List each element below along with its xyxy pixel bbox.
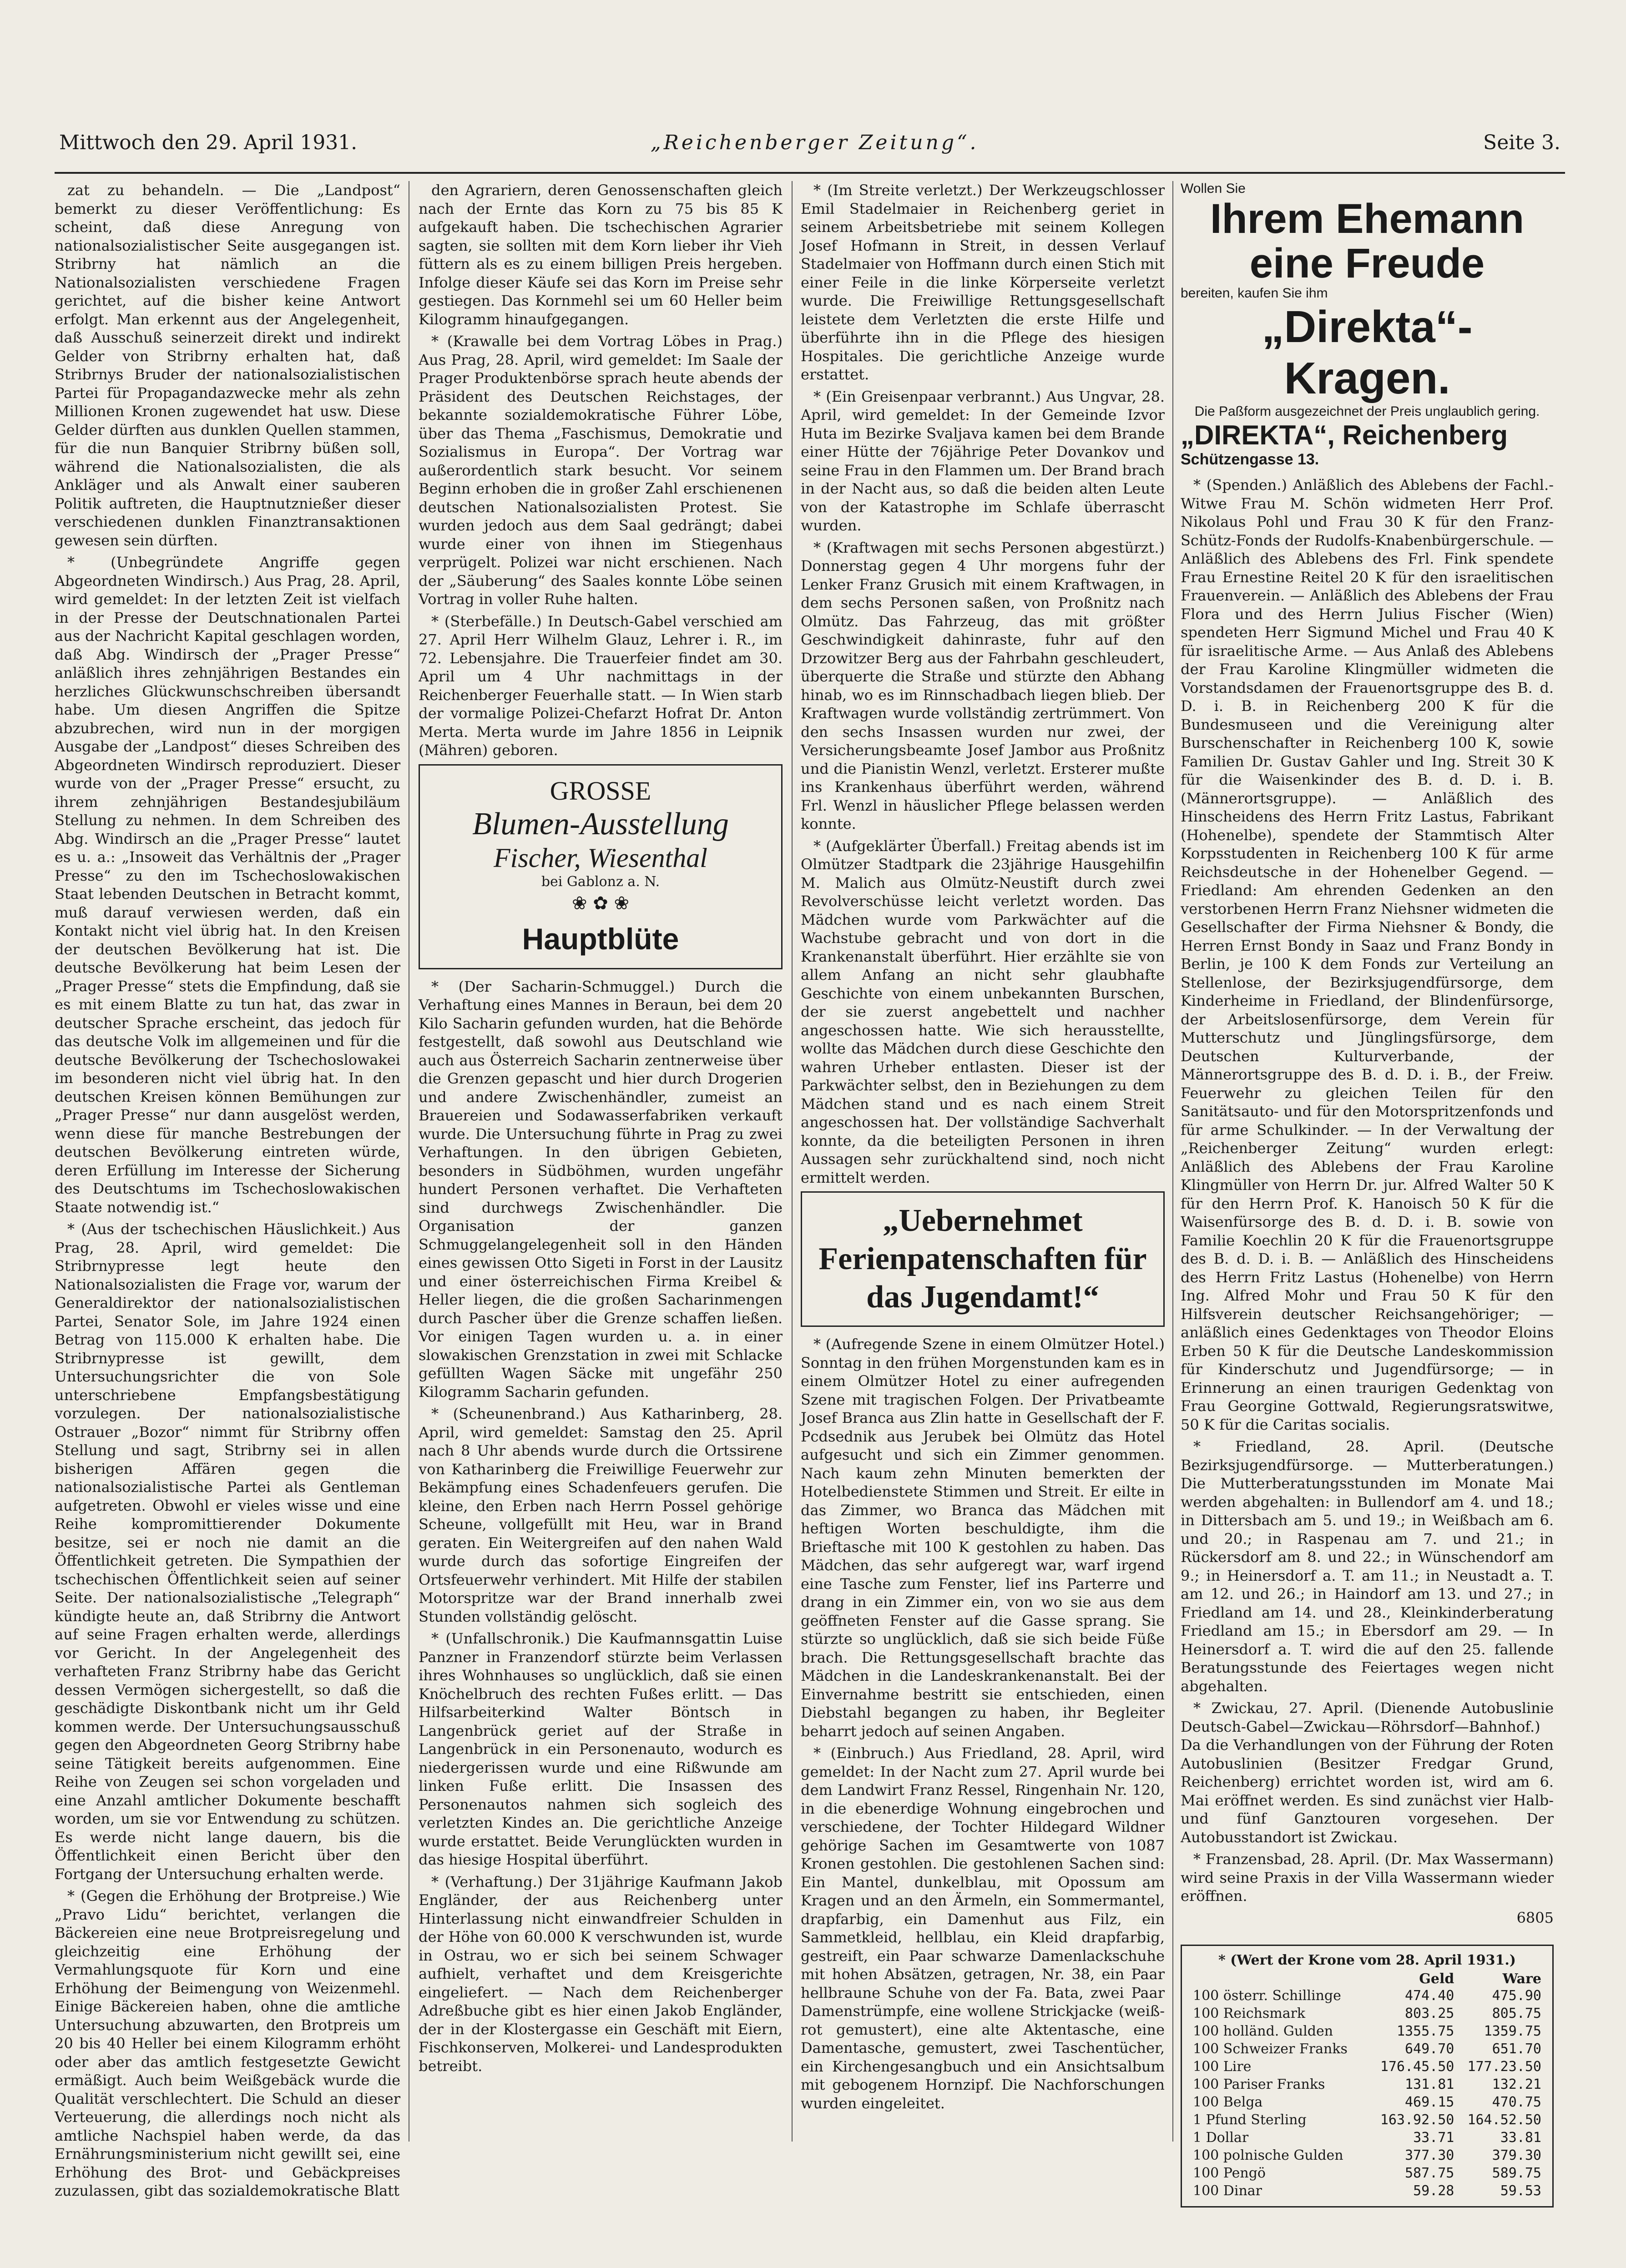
rate-ware: 1359.75 bbox=[1484, 2023, 1541, 2039]
rate-geld: 377.30 bbox=[1405, 2147, 1454, 2163]
article: * (Unfallschronik.) Die Kaufmannsgattin Luise Panzner in Franzendorf stürzte beim Verlassen ihres Wohnhauses so unglücklich, daß sie einen Knöchelbruch des rechten Fußes erlitt. — Das Hilfsarbeiterkind Walter Böntsch in Langenbrück geriet auf der Straße in Langenbrück in ein Personenauto, wodurch es niedergerissen wurde und eine Rißwunde am linken Fuße erlitt. Die Insassen des Personenautos nahmen sich sogleich des verletzten Kindes an. Die gerichtliche Anzeige wurde erstattet. Beide Verunglückten wurden in das hiesige Hospital überführt. bbox=[419, 1630, 783, 1868]
article: * (Einbruch.) Aus Friedland, 28. April, wird gemeldet: In der Nacht zum 27. April wurde bei dem Landwirt Franz Ressel, Ringenhain Nr. 120, in die ebenerdige Wohnung eingebrochen und verschiedene, der Tochter Hildegard Wildner gehörige Sachen im Gesamtwerte von 1087 Kronen gestohlen. Die gestohlenen Sachen sind: Ein Mantel, dunkelblau, mit Opossum am Kragen und an den Ärmeln, ein Sommermantel, drapfarbig, ein Damenhut aus Filz, ein Sammetkleid, hellblau, ein Kleid drapfarbig, gestreift, ein Paar schwarze Damenlackschuhe mit hohen Absätzen, getragen, Nr. 38, ein Paar hellbraune Schuhe von der Fa. Bata, zwei Paar Damenstrümpfe, eine wollene Strickjacke (weiß-rot gemustert), eine alte Aktentasche, eine Damentasche, gemustert, zwei Taschentücher, ein Kirchengesangbuch und ein Ansichtsalbum mit gebogenem Hornzipf. Die Nachforschungen wurden eingeleitet. bbox=[801, 1744, 1165, 2112]
rate-name: 100 Pariser Franks bbox=[1193, 2076, 1325, 2092]
rate-geld: 1355.75 bbox=[1396, 2023, 1454, 2039]
rate-ware: 475.90 bbox=[1492, 1987, 1541, 2004]
article: den Agrariern, deren Genossenschaften gleich nach der Ernte das Korn zu 75 bis 85 K aufgekauft haben. Die tschechischen Agrarier sagten, sie sollten mit dem Korn lieber ihr Vieh füttern als es zu einem billigen Preis hergeben. Infolge dieser Käufe sei das Korn im Preise sehr gestiegen. Das Kornmehl sei um 60 Heller beim Kilogramm hinaufgegangen. bbox=[419, 181, 783, 328]
ad-line: bereiten, kaufen Sie ihm bbox=[1181, 286, 1328, 301]
article: * Franzensbad, 28. April. (Dr. Max Wassermann) wird seine Praxis in der Villa Wassermann wieder eröffnen. bbox=[1181, 1850, 1554, 1905]
rate-ware: 379.30 bbox=[1492, 2147, 1541, 2163]
article: * (Krawalle bei dem Vortrag Löbes in Prag.) Aus Prag, 28. April, wird gemeldet: Im Saale der Prager Produktenbörse sprach heute abends der Präsident des Deutschen Reichstages, der bekannte sozialdemokratische Führer Löbe, über das Thema „Faschismus, Demokratie und Sozialismus in Europa“. Der Vortrag war außerordentlich stark besucht. Vor seinem Beginn erhoben die in großer Zahl erschienenen deutschen Nationalsozialisten Protest. Sie wurden jedoch aus dem Saal gedrängt; dabei wurde einer von ihnen im Stiegenhaus verprügelt. Polizei war nicht erschienen. Nach der „Säuberung“ des Saales konnte Löbe seinen Vortrag in voller Ruhe halten. bbox=[419, 333, 783, 608]
rate-ware: 805.75 bbox=[1492, 2005, 1541, 2021]
rates-title: * (Wert der Krone vom 28. April 1931.) bbox=[1218, 1952, 1516, 1968]
rate-ware: 470.75 bbox=[1492, 2094, 1541, 2110]
ad-code: 6805 bbox=[1516, 1909, 1554, 1926]
rate-row bbox=[1191, 2040, 1543, 2058]
ad-line: Blumen-Ausstellung bbox=[472, 806, 729, 842]
rate-name: 100 holländ. Gulden bbox=[1193, 2023, 1333, 2039]
rate-row bbox=[1191, 2076, 1543, 2093]
rate-geld: 803.25 bbox=[1405, 2005, 1454, 2021]
header-rule bbox=[55, 172, 1565, 174]
column-divider bbox=[1172, 181, 1173, 2142]
rate-ware: 589.75 bbox=[1492, 2165, 1541, 2181]
ferienpaten-box bbox=[801, 1191, 1165, 1327]
column-4 bbox=[1181, 181, 1554, 2208]
header-title: „Reichenberger Zeitung“. bbox=[651, 131, 979, 154]
rate-name: 100 Lire bbox=[1193, 2058, 1252, 2075]
ad-line: „DIREKTA“, Reichenberg bbox=[1181, 420, 1508, 450]
article: * (Aufgeklärter Überfall.) Freitag abends ist im Olmützer Stadtpark die 23jährige Hausgehilfin M. Malich aus Olmütz-Neustift durch zwei Revolverschüsse leicht verletzt worden. Das Mädchen wurde vom Parkwächter auf die Wachstube gebracht und von dort in die Krankenanstalt überführt. Hier erzählte sie von allem Anfang an nicht sehr glaubhafte Geschichte von einem unbekannten Burschen, der sie zuerst angebettelt und nachher angeschossen hatte. Wie sich herausstellte, wollte das Mädchen durch diese Geschichte den wahren Urheber entlasten. Dieser ist der Parkwächter selbst, den in Beziehungen zu dem Mädchen stand und es nach einem Streit angeschossen hat. Der vollständige Sachverhalt konnte, da die beteiligten Personen in ihren Aussagen sehr zurückhaltend sind, noch nicht ermittelt werden. bbox=[801, 837, 1165, 1186]
rate-row bbox=[1191, 2129, 1543, 2147]
direkta-ad bbox=[1181, 181, 1554, 469]
rate-name: 100 Reichsmark bbox=[1193, 2005, 1306, 2021]
article: * (Spenden.) Anläßlich des Ablebens der Fachl.-Witwe Frau M. Schön widmeten Herr Prof. Nikolaus Pohl und Frau 30 K für den Franz-Schütz-Fonds der Rudolfs-Knabenbürgerschule. — Anläßlich des Ablebens des Frl. Fink spendete Frau Ernestine Reitel 20 K für den israelitischen Frauenverein. — Anläßlich des Ablebens der Frau Flora und des Herrn Julius Fischer (Wien) spendeten Herr Sigmund Michel und Frau 40 K für israelitische Arme. — Aus Anlaß des Ablebens der Frau Karoline Klingmüller widmeten die Vorstandsdamen der Frauenortsgruppe des B. d. D. i. B. in Reichenberg 200 K für die Bundesmuseen und die Vereinigung alter Burschenschafter in Reichenberg 100 K, sowie Familien Dr. Gustav Gahler und Ing. Streit 30 K für die Waisenkinder des B. d. D. i. B. (Männerortsgruppe). — Anläßlich des Hinscheidens des Herrn Fritz Lastus, Fabrikant (Hohenelbe), spendete der Stammtisch Alter Korpsstudenten in Reichenberg 100 K für arme Reichsdeutsche in der Hohenelber Gegend. — Friedland: Am ehrenden Gedenken an den verstorbenen Herrn Franz Niehsner widmeten die Gesellschafter der Firma Niehsner & Bondy, die Herren Ernst Bondy in Saaz und Franz Bondy in Berlin, je 100 K dem Fonds zur Verteilung an Stellenlose, der Bezirksjugendfürsorge, dem Kinderheime in Friedland, der Blindenfürsorge, der Arbeitslosenfürsorge, dem Verein für Mutterschutz und Jünglingsfürsorge, dem Deutschen Kulturverbande, der Männerortsgruppe des B. d. D. i. B., der Freiw. Feuerwehr zu gleichen Teilen für den Sanitätsauto- und für den Motorspritzenfonds und für arme Schulkinder. — In der Verwaltung der „Reichenberger Zeitung“ wurden erlegt: Anläßlich des Ablebens der Frau Karoline Klingmüller von Herrn Dr. jur. Alfred Walter 50 K für den Herrn Prof. K. Hanoisch 50 K für die Waisenfürsorge des B. d. D. i. B. sowie von Familie Koechlin 20 K für die Frauenortsgruppe des B. d. D. i. B. — Anläßlich des Hinscheidens des Herrn Fritz Lastus (Hohenelbe) von Herrn Ing. Alfred Mohr und Frau 50 K für den Hilfsverein deutscher Reichsangehöriger; — anläßlich eines Gedenktages von Theodor Eloins Erben 50 K für die Deutsche Landeskommission für Kinderschutz und Jugendfürsorge; — in Erinnerung an einen traurigen Gedenktag von Frau Georgine Gottwald, Regierungsratswitwe, 50 K für die Caritas socialis. bbox=[1181, 476, 1554, 1433]
rate-row bbox=[1191, 2147, 1543, 2164]
header-page-number: Seite 3. bbox=[1483, 131, 1560, 154]
rate-name: 100 polnische Gulden bbox=[1193, 2147, 1343, 2163]
rate-row bbox=[1191, 1987, 1543, 2005]
rate-geld: 649.70 bbox=[1405, 2041, 1454, 2057]
rate-geld: 176.45.50 bbox=[1380, 2058, 1454, 2075]
article: * (Aufregende Szene in einem Olmützer Hotel.) Sonntag in den frühen Morgenstunden kam es in einem Olmützer Hotel zu einer aufregenden Szene mit tragischen Folgen. Der Privatbeamte Josef Branca aus Zlin hatte in Gesellschaft der F. Pcdsednik aus Jerubek bei Olmütz das Hotel aufgesucht und sich ein Zimmer genommen. Nach kaum zehn Minuten bemerkten der Hotelbedienstete Stimmen und Streit. Er eilte in das Zimmer, wo Branca das Mädchen mit heftigen Worten beschuldigte, ihm die Brieftasche mit 100 K gestohlen zu haben. Das Mädchen, das sehr aufgeregt war, warf irgend eine Tasche zum Fenster, lief ins Parterre und drang in ein Zimmer ein, von wo sie aus dem geöffneten Fenster auf die Gasse sprang. Sie stürzte so unglücklich, daß sie sich beide Füße brach. Die Rettungsgesellschaft brachte das Mädchen in die Landeskrankenanstalt. Bei der Einvernahme bestritt sie entschieden, einen Diebstahl begangen zu haben, ihr Begleiter beharrt jedoch auf seinen Angaben. bbox=[801, 1336, 1165, 1740]
rates-head-ware: Ware bbox=[1502, 1971, 1541, 1987]
rate-geld: 587.75 bbox=[1405, 2165, 1454, 2181]
rate-ware: 59.53 bbox=[1500, 2182, 1541, 2199]
rates-table bbox=[1191, 1971, 1543, 2200]
rate-name: 1 Pfund Sterling bbox=[1193, 2112, 1307, 2128]
rate-row bbox=[1191, 2093, 1543, 2111]
rate-row bbox=[1191, 2022, 1543, 2040]
exchange-rates-box bbox=[1181, 1945, 1554, 2208]
rate-row bbox=[1191, 2058, 1543, 2076]
article: * (Der Sacharin-Schmuggel.) Durch die Verhaftung eines Mannes in Beraun, bei dem 20 Kilo Sacharin gefunden wurden, hat die Behörde festgestellt, daß sowohl aus Deutschland wie auch aus Österreich Sacharin zentnerweise über die Grenzen gepascht und hier durch Drogerien und andere Zwischenhändler, zumeist an Brauereien und Sodawasserfabriken verkauft wurde. Die Untersuchung führte in Prag zu zwei Verhaftungen. In den übrigen Gebieten, besonders in Südböhmen, wurden ungefähr hundert Personen verhaftet. Die Verhafteten sind durchwegs Zwischenhändler. Die Organisation der ganzen Schmuggelangelegenheit soll in den Händen eines gewissen Otto Sigeti in Forst in der Lausitz und einer österreichischen Firma Kreibel & Heller liegen, die die großen Sacharinmengen durch Pascher über die Grenze schaffen ließen. Vor einigen Tagen wurden u. a. in einer slowakischen Grenzstation in zwei mit Schlacke gefüllten Wagen Säcke mit ungefähr 250 Kilogramm Sacharin gefunden. bbox=[419, 978, 783, 1401]
ad-line: Wollen Sie bbox=[1181, 181, 1246, 196]
ad-line: „Uebernehmet Ferienpatenschaften für das Jugendamt!“ bbox=[818, 1203, 1147, 1315]
article: * (Kraftwagen mit sechs Personen abgestürzt.) Donnerstag gegen 4 Uhr morgens fuhr der Lenker Franz Grusich mit einem Kraftwagen, in dem sechs Personen saßen, von Proßnitz nach Olmütz. Das Fahrzeug, das mit größter Geschwindigkeit dahinraste, fuhr auf den Drzowitzer Berg aus der Fahrbahn geschleudert, überquerte die Straße und stürzte den Abhang hinab, wo es im Rinnschadbach liegen blieb. Der Kraftwagen wurde vollständig zertrümmert. Von den sechs Insassen wurden nur zwei, der Versicherungsbeamte Josef Jambor aus Proßnitz und die Pianistin Wenzl, verletzt. Ersterer mußte ins Krankenhaus überführt werden, während Frl. Wenzl in häuslicher Pflege belassen werden konnte. bbox=[801, 539, 1165, 832]
page-header bbox=[59, 131, 1560, 163]
rates-body bbox=[1191, 1987, 1543, 2200]
article: * (Im Streite verletzt.) Der Werkzeugschlosser Emil Stadelmaier in Reichenberg geriet in seinem Arbeitsbetriebe mit seinem Kollegen Josef Hofmann in Streit, in dessen Verlauf Stadelmaier von Hoffmann durch einen Stich mit einer Feile in die linke Körperseite verletzt wurde. Die Freiwillige Rettungsgesellschaft leistete dem Verletzten die erste Hilfe und überführte ihn in die Pflege des hiesigen Hospitales. Die gerichtliche Anzeige wurde erstattet. bbox=[801, 181, 1165, 383]
rate-geld: 131.81 bbox=[1405, 2076, 1454, 2092]
flower-exhibition-ad bbox=[419, 764, 783, 969]
ad-line: bei Gablonz a. N. bbox=[541, 873, 660, 890]
rate-geld: 59.28 bbox=[1413, 2182, 1454, 2199]
column-1 bbox=[55, 181, 400, 2204]
article: * (Ein Greisenpaar verbrannt.) Aus Ungvar, 28. April, wird gemeldet: In der Gemeinde Izvor Huta im Bezirke Svaljava kamen bei dem Brande einer Hütte der 76jährige Peter Dovankov und seine Frau in den Flammen um. Der Brand brach in der Nacht aus, so daß die beiden alten Leute von der Katastrophe im Schlafe überrascht wurden. bbox=[801, 388, 1165, 534]
header-date: Mittwoch den 29. April 1931. bbox=[59, 131, 358, 154]
rate-name: 100 Schweizer Franks bbox=[1193, 2041, 1348, 2057]
column-2 bbox=[419, 181, 783, 2079]
article: * (Sterbefälle.) In Deutsch-Gabel verschied am 27. April Herr Wilhelm Glauz, Lehrer i. R., im 72. Lebensjahre. Die Trauerfeier findet am 30. April um 4 Uhr nachmittags in der Reichenberger Feuerhalle statt. — In Wien starb der vormalige Polizei-Chefarzt Hofrat Dr. Anton Merta. Merta wurde im Jahre 1856 in Leipnik (Mähren) geboren. bbox=[419, 612, 783, 759]
rate-ware: 651.70 bbox=[1492, 2041, 1541, 2057]
rate-geld: 163.92.50 bbox=[1380, 2112, 1454, 2128]
ad-line: Schützengasse 13. bbox=[1181, 451, 1319, 468]
article: * Friedland, 28. April. (Deutsche Bezirksjugendfürsorge. — Mutterberatungen.) Die Mutterberatungsstunden im Monate Mai werden abgehalten: in Bullendorf am 4. und 18.; in Dittersbach am 5. und 19.; in Weißbach am 6. und 20.; in Raspenau am 7. und 21.; in Rückersdorf am 8. und 22.; in Wünschendorf am 9.; in Heinersdorf a. T. am 11.; in Neustadt a. T. am 12. und 26.; in Haindorf am 13. und 27.; in Friedland am 14. und 28., Kleinkinderberatung Friedland am 15.; in Ebersdorf am 29. — In Heinersdorf a. T. wird die auf den 25. fallende Beratungsstunde des Feiertages wegen nicht abgehalten. bbox=[1181, 1438, 1554, 1695]
rate-row bbox=[1191, 2182, 1543, 2200]
article: * (Gegen die Erhöhung der Brotpreise.) Wie „Pravo Lidu“ berichtet, verlangen die Bäckereien eine neue Brotpreisregelung und gleichzeitig eine Erhöhung der Vermahlungsquote für Korn und eine Erhöhung der Beimengung von Weizenmehl. Einige Bäckereien haben, ohne die amtliche Untersuchung abzuwarten, den Brotpreis um 20 bis 40 Heller bei einem Kilogramm erhöht oder aber das amtlich festgesetzte Gewicht ermäßigt. Auch beim Weißgebäck wurde die Qualität verschlechtert. Die Schuld an dieser Verteuerung, die allerdings noch nicht als amtliche Nachspiel haben werde, da das Ernährungsministerium nicht gewillt sei, eine Erhöhung des Brot- und Gebäckpreises zuzulassen, gibt das sozialdemokratische Blatt bbox=[55, 1887, 400, 2199]
rate-geld: 33.71 bbox=[1413, 2129, 1454, 2146]
ad-line: GROSSE bbox=[550, 776, 651, 806]
rate-geld: 469.15 bbox=[1405, 2094, 1454, 2110]
article: * (Verhaftung.) Der 31jährige Kaufmann Jakob Engländer, der aus Reichenberg unter Hinterlassung nicht einwandfreier Schulden in der Höhe von 60.000 K verschwunden ist, wurde in Ostrau, wo er sich bei seinem Schwager aufhielt, verhaftet und dem Kreisgerichte eingeliefert. — Nach dem Reichenberger Adreßbuche gibt es hier einen Jakob Engländer, der in der Klostergasse ein Geschäft mit Eiern, Fischkonserven, Molkerei- und Landesprodukten betreibt. bbox=[419, 1873, 783, 2075]
rate-row bbox=[1191, 2005, 1543, 2022]
ad-line: Fischer, Wiesenthal bbox=[494, 842, 707, 873]
article: * (Aus der tschechischen Häuslichkeit.) Aus Prag, 28. April, wird gemeldet: Die Stribrnypresse legt heute den Nationalsozialisten die Frage vor, warum der Generaldirektor der nationalsozialistischen Partei, Senator Sole, im Jahre 1924 einen Betrag von 115.000 K erhalten habe. Die Stribrnypresse ist gewillt, dem Untersuchungsrichter die von Sole unterschriebene Empfangsbestätigung vorzulegen. Der nationalsozialistische Ostrauer „Bozor“ nimmt für Stribrny offen Stellung und sagt, Stribrny sei in allen bisherigen Affären gegen die nationalsozialistische Partei als Gentleman aufgetreten. Obwohl er vieles wisse und eine Reihe kompromittierender Dokumente besitze, sei er noch nie damit an die Öffentlichkeit getreten. Die Sympathien der tschechischen Öffentlichkeit seien auf seiner Seite. Der nationalsozialistische „Telegraph“ kündigte heute an, daß Stribrny die Antwort auf seine Fragen erhalten werde, allerdings vor Gericht. In der Angelegenheit des verhafteten Franz Stribrny habe das Gericht dessen Vermögen sichergestellt, so daß die geschädigte Diskontbank nicht um ihr Geld kommen werde. Der Untersuchungsausschuß gegen den Abgeordneten Georg Stribrny habe seine Tätigkeit bereits aufgenommen. Eine Reihe von Zeugen sei schon vorgeladen und eine Anzahl amtlicher Dokumente beschafft worden, um sie vor Entwendung zu schützen. Es werde nicht lange dauern, bis die Öffentlichkeit einen Bericht über den Fortgang der Untersuchung erhalten werde. bbox=[55, 1220, 400, 1883]
article: zat zu behandeln. — Die „Landpost“ bemerkt zu dieser Veröffentlichung: Es scheint, daß diese Anregung von nationalsozialistischer Seite ausgegangen ist. Stribrny hat nämlich an die Nationalsozialisten verschiedene Fragen gerichtet, auf die bisher keine Antwort erfolgt. Man erkennt aus der Angelegenheit, daß Ausschuß seinerzeit direkt und indirekt Gelder von Stribrny erhalten hat, daß Stribrnys Bruder der nationalsozialistischen Partei für Propagandazwecke mehr als zehn Millionen Kronen zugewendet hat usw. Diese Gelder dürften aus dunklen Quellen stammen, für die nun Banquier Stribrny büßen soll, während die Nationalsozialisten, die als Ankläger und als Anwalt einer sauberen Politik auftreten, die Hauptnutznießer dieser verschiedenen dunklen Finanztransaktionen gewesen sein dürften. bbox=[55, 181, 400, 549]
article: * Zwickau, 27. April. (Dienende Autobuslinie Deutsch-Gabel—Zwickau—Röhrsdorf—Bahnhof.) Da die Verhandlungen von der Führung der Roten Autobuslinien (Besitzer Fredgar Grund, Reichenberg) errichtet worden ist, wird am 6. Mai eröffnet werden. Es sind zunächst vier Halb- und fünf Ganztouren vorgesehen. Der Autobusstandort ist Zwickau. bbox=[1181, 1699, 1554, 1846]
ad-line: Ihrem Ehemann eine Freude bbox=[1210, 196, 1525, 287]
rate-name: 100 Dinar bbox=[1193, 2182, 1262, 2199]
rate-geld: 474.40 bbox=[1405, 1987, 1454, 2004]
column-3 bbox=[801, 181, 1165, 2116]
ad-line: Die Paßform ausgezeichnet der Preis unglaublich gering. bbox=[1194, 404, 1540, 419]
article: * (Scheunenbrand.) Aus Katharinberg, 28. April, wird gemeldet: Samstag den 25. April nach 8 Uhr abends wurde durch die Ortssirene von Katharinberg die Freiwillige Feuerwehr zur Bekämpfung eines Schadenfeuers gerufen. Die kleine, den Erben nach Herrn Possel gehörige Scheune, vollgefüllt mit Heu, war in Brand geraten. Ein Weitergreifen auf den nahen Wald wurde durch das sofortige Eingreifen der Ortsfeuerwehr verhindert. Mit Hilfe der stabilen Motorspritze war der Brand innerhalb zwei Stunden vollständig gelöscht. bbox=[419, 1405, 783, 1625]
article: * (Unbegründete Angriffe gegen Abgeordneten Windirsch.) Aus Prag, 28. April, wird gemeldet: In der letzten Zeit ist vielfach in der Presse der Deutschnationalen Partei aus der Nachricht Kapital geschlagen worden, daß Abg. Windirsch der „Prager Presse“ anläßlich ihres zehnjährigen Bestandes ein herzliches Glückwunschschreiben übersandt habe. Um diesen Angriffen die Spitze abzubrechen, wird nun in der morgigen Ausgabe der „Landpost“ dieses Schreiben des Abgeordneten Windirsch reproduziert. Dieser wurde von der „Prager Presse“ ersucht, zu ihrem zehnjährigen Bestandesjubiläum Stellung zu nehmen. In dem Schreiben des Abg. Windirsch an die „Prager Presse“ lautet es u. a.: „Insoweit das Verhältnis der „Prager Presse“ zu den im Tschechoslowakischen Staat lebenden Deutschen in Betracht kommt, muß darauf verwiesen werden, daß ein Kontakt nicht viel übrig hat. In den Kreisen der deutschen Bevölkerung hat ist. Die deutsche Bevölkerung hat beim Lesen der „Prager Presse“ stets die Empfindung, daß sie es mit einem Blatte zu tun hat, das zwar in deutscher Sprache erscheint, das jedoch für das deutsche Volk im allgemeinen und für die deutsche Bevölkerung der Tschechoslowakei im besonderen nicht viel übrig hat. In den deutschen Kreisen können Bemühungen zur „Prager Presse“ nur dann ausgelöst werden, wenn diese für manche Bestrebungen der deutschen Bevölkerung eintreten würde, deren Erfüllung im Interesse der Sicherung des Deutschtums im Tschechoslowakischen Staate notwendig ist.“ bbox=[55, 554, 400, 1216]
rate-name: 100 österr. Schillinge bbox=[1193, 1987, 1341, 2004]
rate-row bbox=[1191, 2111, 1543, 2129]
rate-ware: 177.23.50 bbox=[1467, 2058, 1541, 2075]
rate-ware: 33.81 bbox=[1500, 2129, 1541, 2146]
column-divider bbox=[792, 181, 793, 2142]
rate-name: 100 Pengö bbox=[1193, 2165, 1266, 2181]
rate-name: 1 Dollar bbox=[1193, 2129, 1249, 2146]
rates-head-geld: Geld bbox=[1419, 1971, 1454, 1987]
rate-ware: 132.21 bbox=[1492, 2076, 1541, 2092]
rate-name: 100 Belga bbox=[1193, 2094, 1263, 2110]
rates-header-row bbox=[1191, 1971, 1543, 1987]
flower-ornament-icon: ❀ ✿ ❀ bbox=[572, 892, 629, 914]
rate-ware: 164.52.50 bbox=[1467, 2112, 1541, 2128]
rate-row bbox=[1191, 2164, 1543, 2182]
ad-line: „Direkta“-Kragen. bbox=[1262, 302, 1473, 403]
ad-line: Hauptblüte bbox=[522, 922, 679, 956]
